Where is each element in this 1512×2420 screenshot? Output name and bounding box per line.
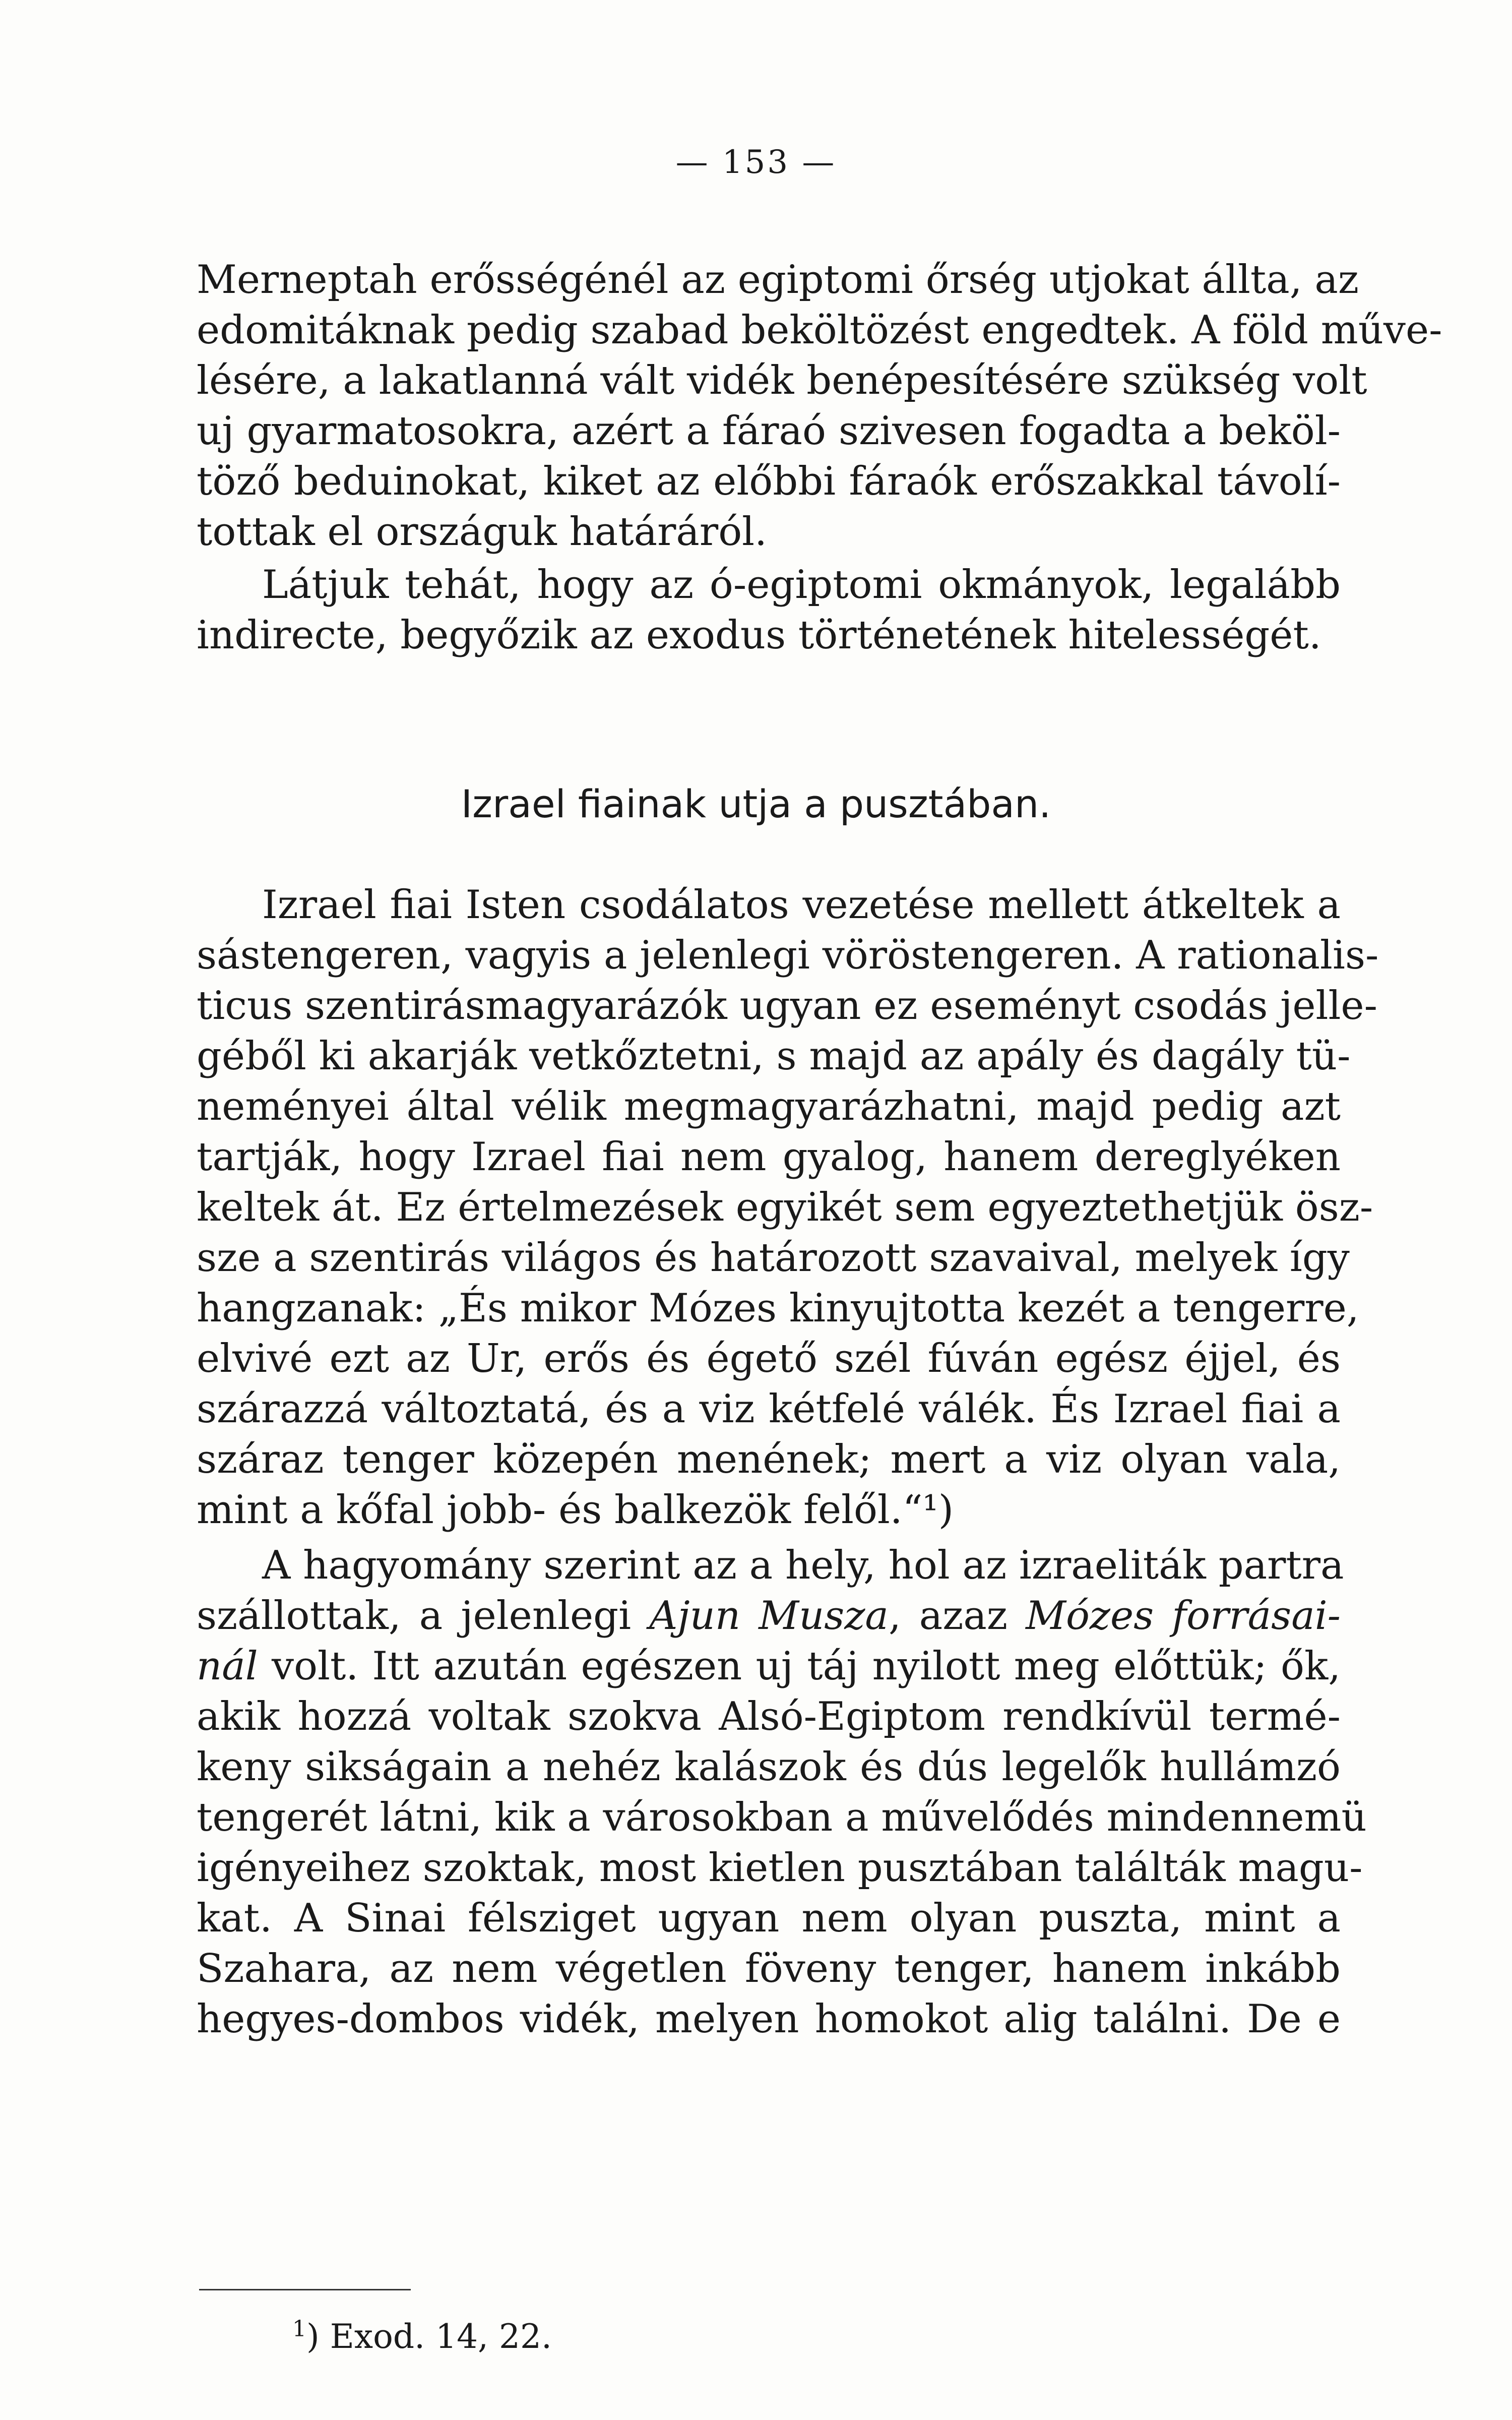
text-run: volt. Itt azután egészen uj táj nyilott meg előttük; ők, (258, 1644, 1341, 1689)
text-line: hegyes-dombos vidék, melyen homokot alig találni. De e (197, 1996, 1341, 2042)
footnote-text: ) Exod. 14, 22. (306, 2317, 552, 2356)
text-line: igényeihez szoktak, most kietlen pusztában találták magu- (197, 1845, 1363, 1891)
text-line: tottak el országuk határáról. (197, 509, 767, 555)
text-line: Látjuk tehát, hogy az ó-egiptomi okmányok, legalább (262, 562, 1341, 608)
text-line: kat. A Sinai félsziget ugyan nem olyan puszta, mint a (197, 1896, 1341, 1941)
text-line: uj gyarmatosokra, azért a fáraó szivesen fogadta a beköl- (197, 408, 1341, 454)
text-line: elvivé ezt az Ur, erős és égető szél fúván egész éjjel, és (197, 1336, 1341, 1381)
footnote-divider (199, 2289, 411, 2290)
text-line (197, 1591, 1341, 1641)
text-line: ticus szentirásmagyarázók ugyan ez eseményt csodás jelle- (197, 983, 1377, 1028)
text-line: indirecte, begyőzik az exodus történetének hitelességét. (197, 613, 1321, 658)
place-name-emphasis: Ajun Musza (649, 1593, 889, 1639)
text-run: , azaz (888, 1593, 1026, 1639)
text-line: száraz tenger közepén menének; mert a viz olyan vala, (197, 1437, 1341, 1482)
text-line: edomitáknak pedig szabad beköltözést engedtek. A föld műve- (197, 308, 1442, 353)
text-line: hangzanak: „És mikor Mózes kinyujtotta kezét a tengerre, (197, 1286, 1359, 1331)
text-line: sástengeren, vagyis a jelenlegi vöröstengeren. A rationalis- (197, 933, 1379, 978)
text-line: keltek át. Ez értelmezések egyikét sem egyeztethetjük ösz- (197, 1185, 1373, 1230)
page-number: — 153 — (675, 144, 837, 181)
footnote (292, 2307, 552, 2360)
text-run: szállottak, a jelenlegi (197, 1593, 650, 1639)
text-line: lésére, a lakatlanná vált vidék benépesítésére szükség volt (197, 358, 1367, 403)
text-line: töző beduinokat, kiket az előbbi fáraók erőszakkal távolí- (197, 459, 1341, 504)
section-heading: Izrael fiainak utja a pusztában. (461, 781, 1051, 826)
place-name-emphasis: nál (197, 1644, 258, 1689)
place-name-emphasis: Mózes forrásai- (1026, 1593, 1341, 1639)
text-line: tengerét látni, kik a városokban a művelődés mindennemü (197, 1795, 1367, 1840)
text-line: szárazzá változtatá, és a viz kétfelé válék. És Izrael fiai a (197, 1386, 1341, 1432)
text-line: tartják, hogy Izrael fiai nem gyalog, hanem dereglyéken (197, 1134, 1341, 1180)
text-line: sze a szentirás világos és határozott szavaival, melyek így (197, 1235, 1350, 1281)
footnote-mark: 1 (292, 2316, 306, 2342)
text-line: akik hozzá voltak szokva Alsó-Egiptom rendkívül termé- (197, 1694, 1341, 1739)
text-line (197, 1641, 1341, 1691)
text-line: Izrael fiai Isten csodálatos vezetése mellett átkeltek a (262, 882, 1341, 928)
text-line: A hagyomány szerint az a hely, hol az izraeliták partra (262, 1543, 1344, 1588)
text-line: Merneptah erősségénél az egiptomi őrség utjokat állta, az (197, 257, 1359, 302)
text-line: neményei által vélik megmagyarázhatni, majd pedig azt (197, 1084, 1341, 1129)
text-line: mint a kőfal jobb- és balkezök felől.“¹) (197, 1487, 954, 1533)
text-line: géből ki akarják vetkőztetni, s majd az apály és dagály tü- (197, 1034, 1351, 1079)
text-line: keny sikságain a nehéz kalászok és dús legelők hullámzó (197, 1744, 1341, 1790)
text-line: Szahara, az nem végetlen föveny tenger, hanem inkább (197, 1946, 1341, 1991)
